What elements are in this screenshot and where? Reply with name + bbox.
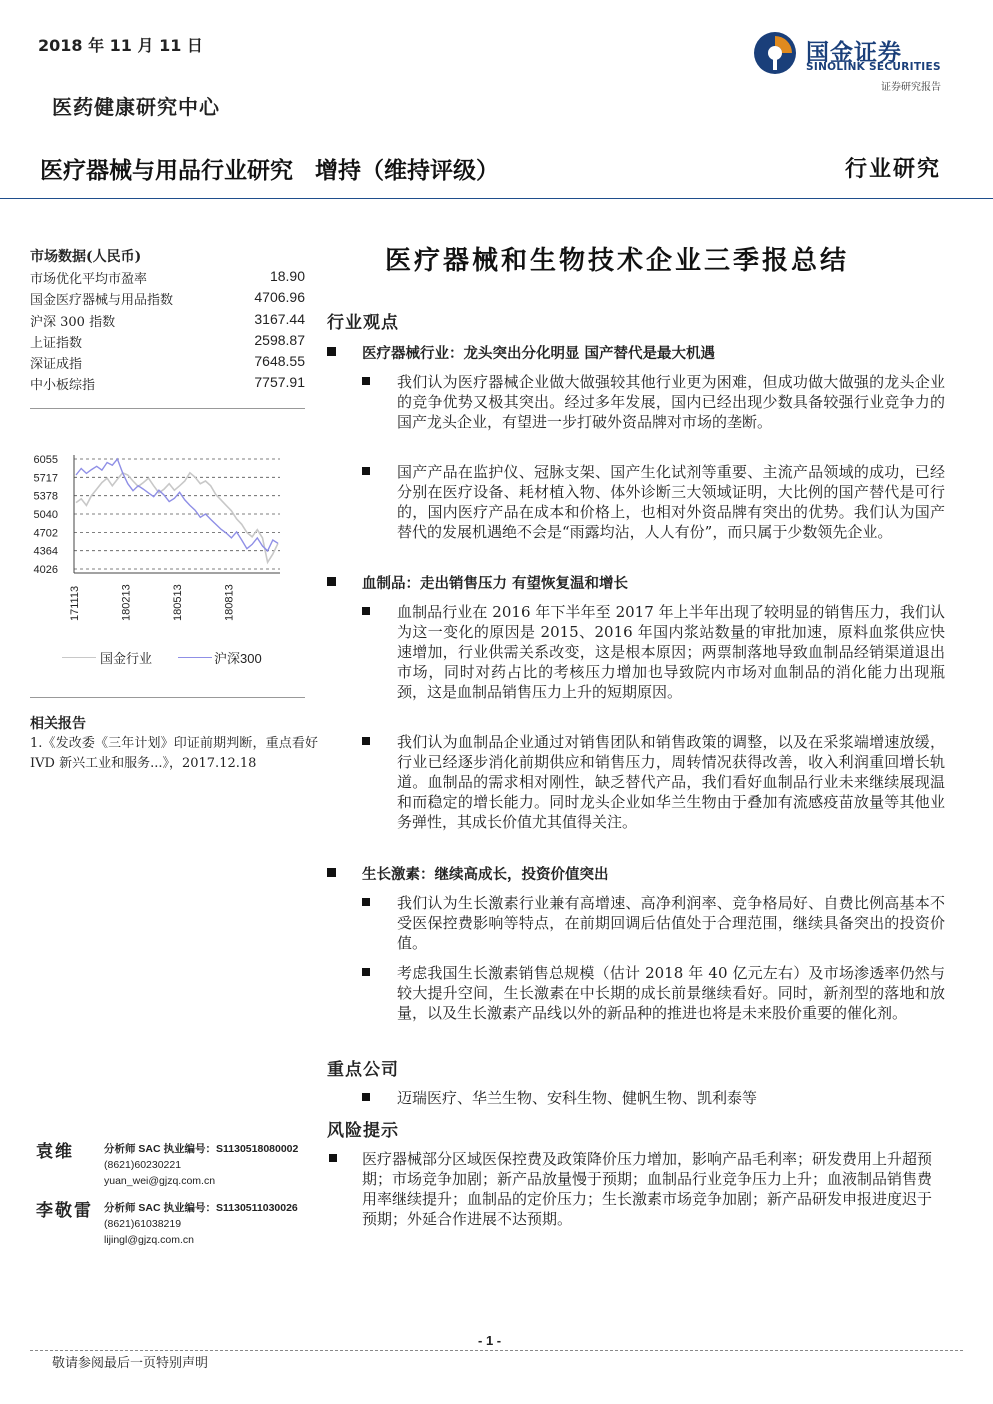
analyst-name: 袁维 (36, 1142, 74, 1162)
market-row (30, 311, 305, 332)
risk-text: 医疗器械部分区域医保控费及政策降价压力增加，影响产品毛利率；研发费用上升超预期；市场竞争加剧；新产品放量慢于预期；血制品行业竞争压力上升；血液制品销售费用率继续提升；血制品的定价压力；生长激素市场竞争加剧；新产品研发申报进度迟于预期；外延合作进展不达预期。 (362, 1150, 933, 1228)
paragraph-text: 我们认为医疗器械企业做大做强较其他行业更为困难，但成功做大做强的龙头企业的竞争优势又极其突出。经过多年发展，国内已经出现少数具备较强行业竞争力的国产龙头企业，有望进一步打破外资品牌对市场的垄断。 (397, 373, 945, 431)
analyst-info (104, 1200, 318, 1248)
report-main-title: 医疗器械和生物技术企业三季报总结 (385, 246, 850, 276)
industry-title-line (40, 152, 499, 185)
subsection-heading-text: 血制品：走出销售压力 有望恢复温和增长 (362, 575, 629, 592)
paragraph-text: 我们认为生长激素行业兼有高增速、高净利润率、竞争格局好、自费比例高基本不受医保控费影响等特点，在前期回调后估值处于合理范围，继续具备突出的投资价值。 (397, 894, 945, 952)
y-tick-label: 6055 (33, 454, 58, 466)
chart-divider (30, 697, 305, 698)
paragraph-text: 国产产品在监护仪、冠脉支架、国产生化试剂等重要、主流产品领域的成功，已经分别在医疗设备、耗材植入物、体外诊断三大领域证明，大比例的国产替代是可行的，国内医疗产品在成本和价格上，也相对外资品牌有突出的优势。我们认为国产替代的发展机遇绝不会是“雨露均沾，人人有份”，而只属于少数领先企业。 (397, 463, 945, 541)
related-report-item: 1.《发改委《三年计划》印证前期判断，重点看好 IVD 新兴工业和服务...》，2017.12.18 (30, 736, 318, 771)
legend-label-industry: 国金行业 (100, 652, 153, 667)
logo-subtitle: 证券研究报告 (881, 82, 941, 93)
bullet-square-icon (362, 1093, 370, 1101)
header-divider (0, 198, 993, 199)
x-tick-label: 171113 (69, 585, 81, 621)
bullet-square-icon (362, 737, 370, 745)
market-row-label: 上证指数 (30, 336, 83, 351)
market-row (30, 332, 305, 353)
paragraph (360, 372, 945, 432)
market-row (30, 353, 305, 374)
x-tick-label: 180813 (223, 584, 236, 621)
page-number: - 1 - (478, 1333, 502, 1348)
bullet-square-icon (329, 1154, 337, 1162)
bullet-square-icon (362, 377, 370, 385)
legend-swatch-hs300 (178, 657, 212, 658)
analyst-phone: (8621)60230221 (104, 1159, 182, 1171)
legend-swatch-industry (62, 657, 96, 658)
bullet-square-icon (362, 607, 370, 615)
bullet-square-icon (327, 577, 336, 586)
market-row-label: 国金医疗器械与用品指数 (30, 293, 174, 308)
paragraph (360, 602, 945, 702)
subsection-heading (327, 863, 609, 884)
subsection-heading (327, 342, 715, 363)
market-divider (30, 408, 305, 409)
rating-label: 增持（维持评级） (315, 158, 499, 184)
industry-name: 医疗器械与用品行业研究 (40, 158, 293, 184)
bullet-square-icon (327, 868, 336, 877)
market-row-value: 4706.96 (254, 289, 305, 305)
logo-text-cn: 国金证券 (806, 40, 902, 66)
subsection-heading (327, 572, 628, 593)
paragraph (360, 1088, 945, 1108)
paragraph-text: 血制品行业在 2016 年下半年至 2017 年上半年出现了较明显的销售压力，我们认为这一变化的原因是 2015、2016 年国内浆站数量的审批加速，原料血浆供应快速增加，行业供需关系改变，这是根本原因；两票制落地导致血制品经销渠道退出市场，同时对药占比的考核压力增加也导致院内市场对血制品的消化能力出现瓶颈，这是血制品销售压力上升的短期原因。 (397, 603, 945, 701)
analyst-cert-label: 分析师 SAC 执业编号： (104, 1202, 217, 1214)
market-row-value: 7648.55 (254, 353, 305, 369)
key-companies-text: 迈瑞医疗、华兰生物、安科生物、健帆生物、凯利泰等 (397, 1089, 758, 1107)
section-heading-view: 行业观点 (327, 313, 399, 333)
paragraph (360, 893, 945, 953)
analyst-email[interactable]: lijingl@gjzq.com.cn (104, 1234, 195, 1246)
market-row-value: 3167.44 (254, 311, 305, 327)
analyst-info (104, 1141, 318, 1189)
paragraph (360, 963, 945, 1023)
market-row (30, 289, 305, 310)
research-center-name: 医药健康研究中心 (52, 95, 220, 119)
paragraph-text: 考虑我国生长激素销售总规模（估计 2018 年 40 亿元左右）及市场渗透率仍然与较大提升空间，生长激素在中长期的成长前景继续看好。同时，新剂型的落地和放量，以及生长激素产品线以外的新品种的推进也将是未来股价重要的催化剂。 (397, 964, 945, 1022)
analyst-cert-number: S1130511030026 (216, 1202, 298, 1214)
bullet-square-icon (327, 347, 336, 356)
analyst-name: 李敬雷 (36, 1201, 93, 1221)
market-row-label: 深证成指 (30, 357, 83, 372)
risk-paragraph (327, 1149, 932, 1229)
market-row-label: 市场优化平均市盈率 (30, 272, 148, 287)
subsection-heading-text: 医疗器械行业：龙头突出分化明显 国产替代是最大机遇 (362, 345, 716, 362)
paragraph (360, 732, 945, 832)
y-tick-label: 4026 (33, 564, 58, 576)
series-line-hs300 (76, 459, 278, 551)
x-tick-label: 180513 (172, 584, 184, 621)
market-row (30, 374, 305, 395)
y-tick-label: 5717 (33, 472, 58, 485)
footer-divider (30, 1350, 963, 1351)
logo-mark-icon (752, 30, 798, 76)
market-row (30, 268, 305, 289)
logo-text-en: SINOLINK SECURITIES (806, 61, 941, 73)
market-row-value: 7757.91 (254, 374, 305, 390)
report-date: 2018 年 11 月 11 日 (38, 36, 203, 55)
market-data-title: 市场数据(人民币) (30, 249, 142, 265)
analyst-cert-label: 分析师 SAC 执业编号： (104, 1143, 217, 1155)
analyst-cert-line (104, 1200, 318, 1216)
legend-label-hs300: 沪深300 (214, 651, 262, 666)
y-tick-label: 5040 (33, 509, 58, 522)
footer-disclaimer: 敬请参阅最后一页特别声明 (52, 1356, 209, 1371)
report-type-label: 行业研究 (844, 156, 941, 182)
x-tick-label: 180213 (120, 584, 133, 621)
y-tick-label: 4364 (33, 545, 58, 558)
market-row-label: 沪深 300 指数 (30, 315, 116, 330)
analyst-cert-line (104, 1141, 318, 1157)
company-logo (752, 28, 947, 94)
market-row-label: 中小板综指 (30, 378, 96, 393)
y-tick-label: 5378 (33, 490, 58, 503)
chart-legend (60, 648, 320, 668)
paragraph-text: 我们认为血制品企业通过对销售团队和销售政策的调整，以及在采浆端增速放缓，行业已经逐步消化前期供应和销售压力，周转情况获得改善，收入利润重回增长轨道。血制品的需求相对刚性，缺乏替代产品，我们看好血制品行业未来继续展现温和而稳定的增长能力。同时龙头企业如华兰生物由于叠加有流感疫苗放量等其他业务弹性，其成长价值尤其值得关注。 (397, 733, 945, 831)
bullet-square-icon (362, 968, 370, 976)
analyst-cert-number: S1130518080002 (216, 1143, 299, 1155)
bullet-square-icon (362, 898, 370, 906)
y-tick-label: 4702 (33, 527, 58, 540)
bullet-square-icon (362, 467, 370, 475)
analyst-phone: (8621)61038219 (104, 1218, 182, 1230)
market-row-value: 2598.87 (254, 332, 305, 348)
analyst-email[interactable]: yuan_wei@gjzq.com.cn (104, 1175, 216, 1187)
market-row-value: 18.90 (269, 268, 305, 284)
section-heading-risk: 风险提示 (327, 1121, 399, 1141)
related-reports-title: 相关报告 (30, 716, 86, 732)
section-heading-key-companies: 重点公司 (327, 1060, 399, 1080)
paragraph (360, 462, 945, 542)
subsection-heading-text: 生长激素：继续高成长，投资价值突出 (362, 866, 609, 883)
index-line-chart (22, 445, 310, 630)
